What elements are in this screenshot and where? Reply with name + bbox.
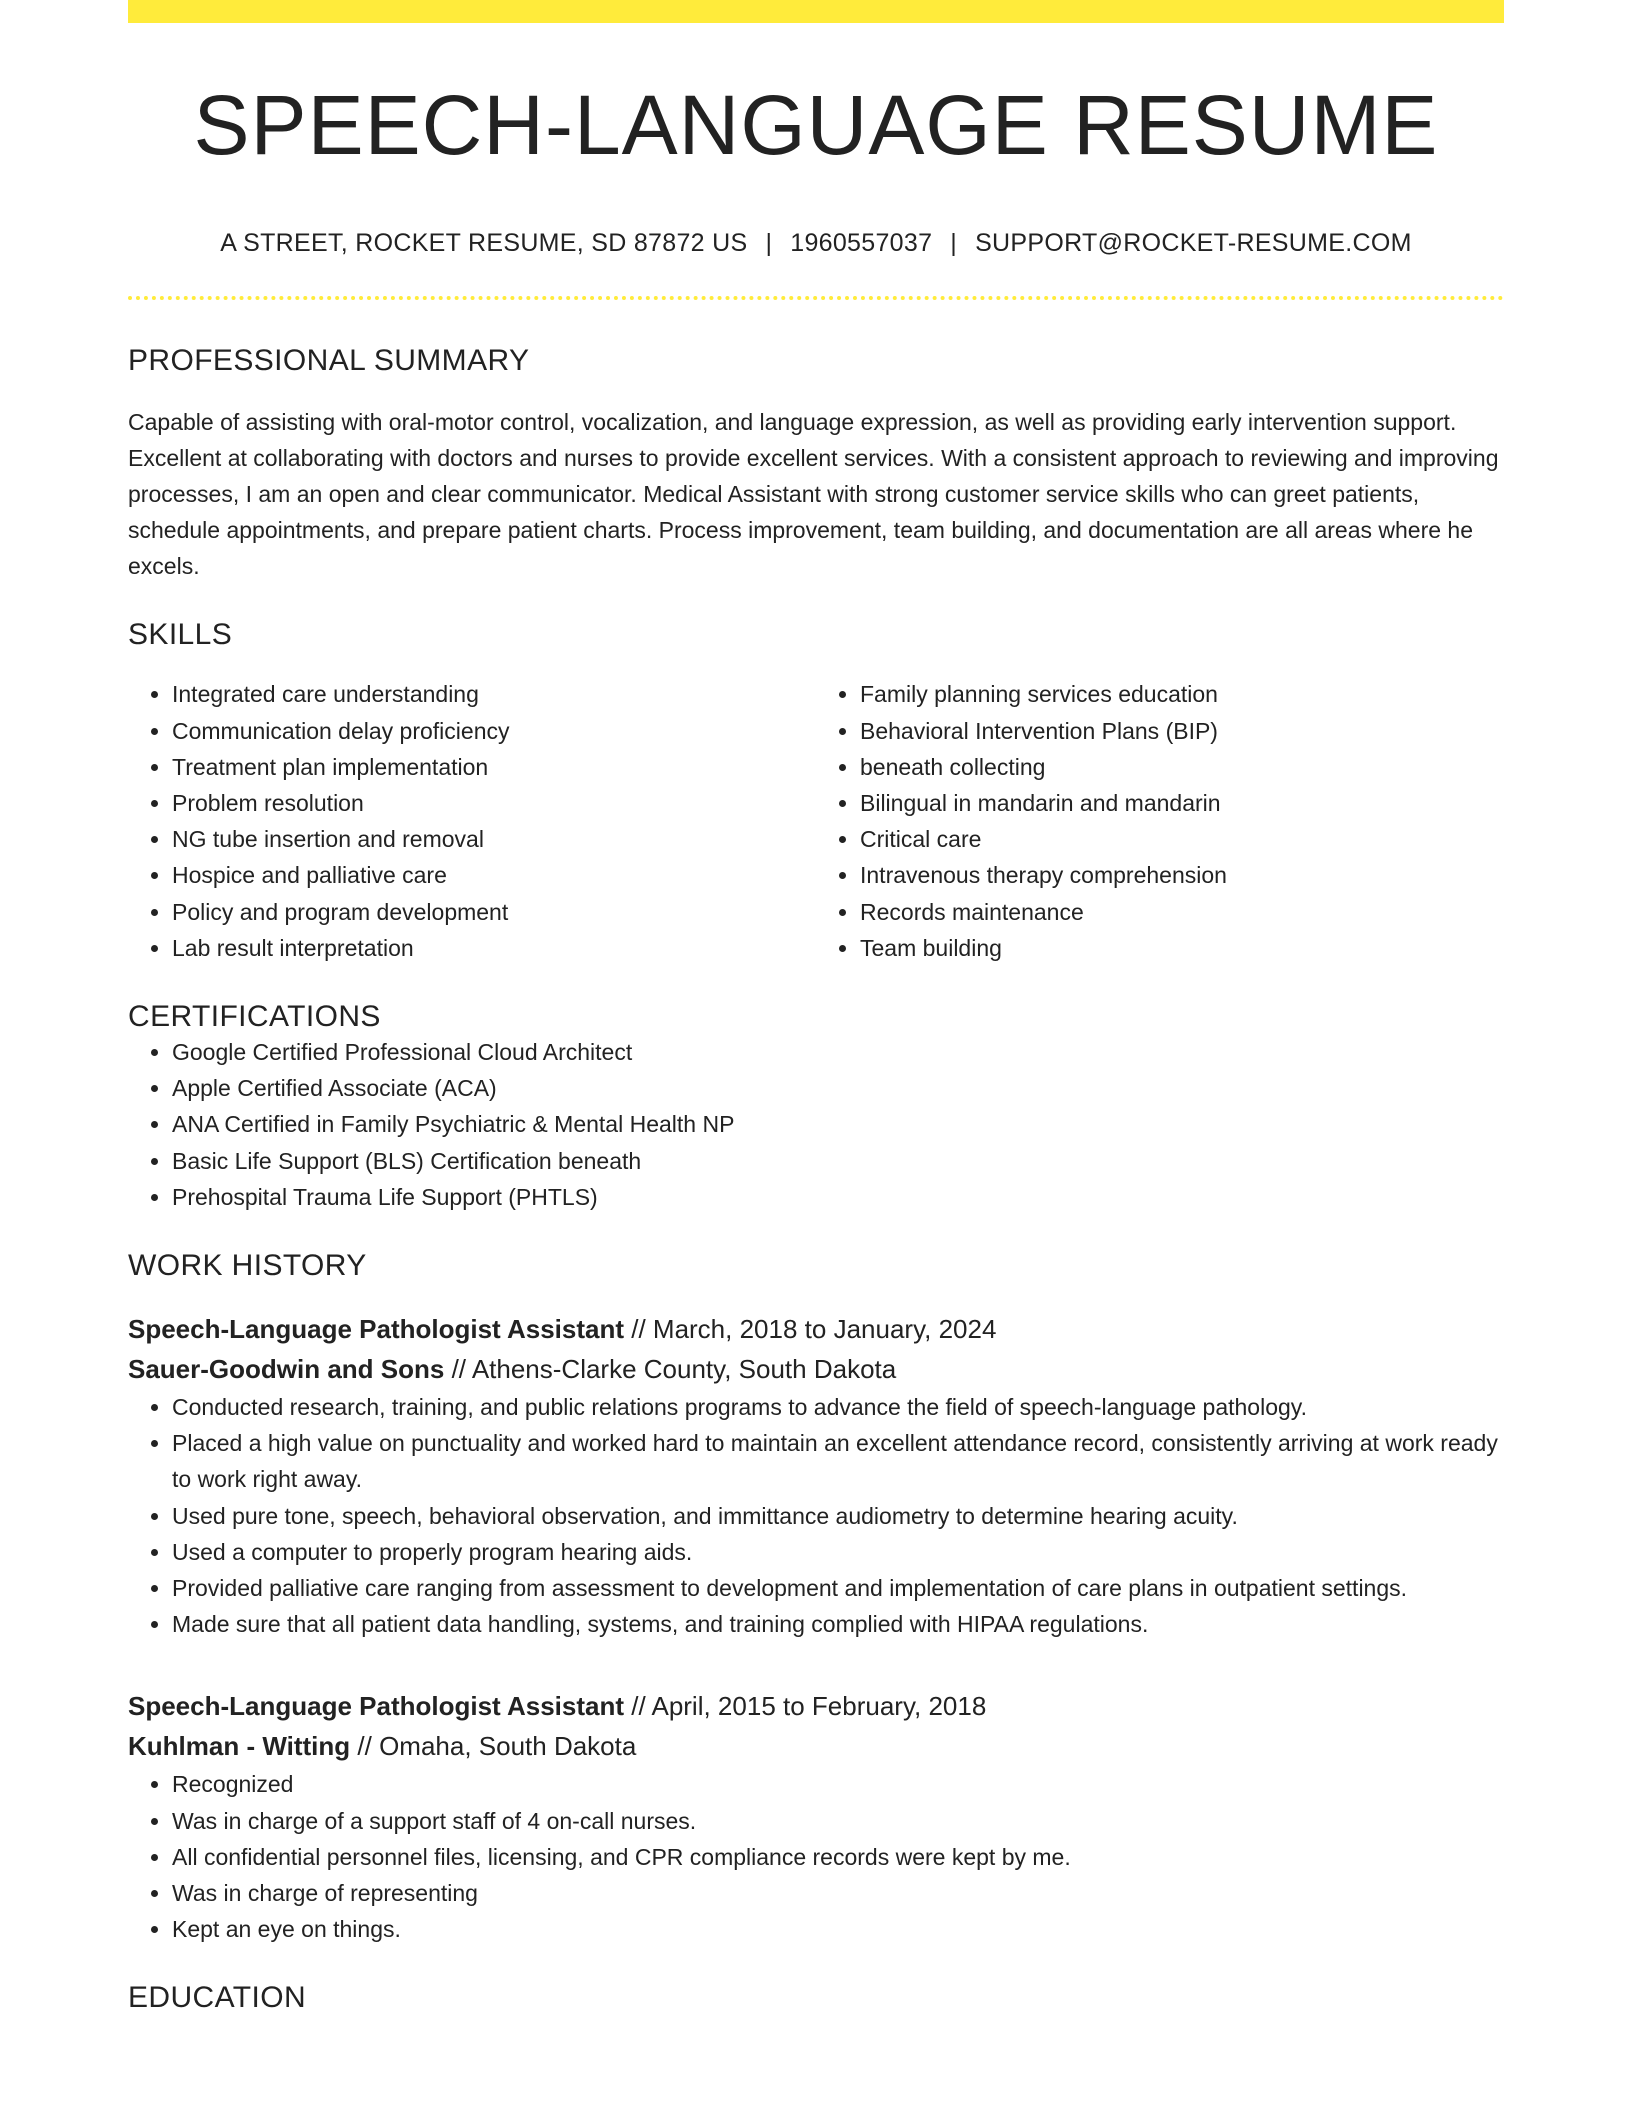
skill-item: • Family planning services education: [860, 676, 1504, 712]
skill-item: • Critical care: [860, 821, 1504, 857]
skill-item: • Integrated care understanding: [172, 676, 816, 712]
job-location: // Athens-Clarke County, South Dakota: [444, 1354, 897, 1385]
skill-item: • Policy and program development: [172, 894, 816, 930]
job-role: Speech-Language Pathologist Assistant: [128, 1314, 625, 1345]
job-duty-item: • Conducted research, training, and public relations programs to advance the field of speech-language pathology.: [172, 1389, 1504, 1425]
contact-line: [128, 229, 1504, 258]
job-duties-list: [128, 1766, 1504, 1947]
certifications-list: [128, 1034, 1504, 1215]
job-duties-list: [128, 1389, 1504, 1642]
skills-columns: [128, 676, 1504, 966]
job-duty-item: • Made sure that all patient data handling, systems, and training complied with HIPAA regulations.: [172, 1606, 1504, 1642]
job-location: // Omaha, South Dakota: [350, 1731, 637, 1762]
skill-item: • Hospice and palliative care: [172, 857, 816, 893]
job-duty-item: • Was in charge of a support staff of 4 on-call nurses.: [172, 1803, 1504, 1839]
contact-phone: 1960557037: [790, 229, 933, 258]
skill-item: • NG tube insertion and removal: [172, 821, 816, 857]
skills-list-left: [128, 676, 816, 966]
job-company: Sauer-Goodwin and Sons: [128, 1354, 445, 1385]
skill-item: • Treatment plan implementation: [172, 749, 816, 785]
job-entry: [128, 1686, 1504, 1947]
job-dates: // April, 2015 to February, 2018: [624, 1691, 987, 1722]
skill-item: • Problem resolution: [172, 785, 816, 821]
job-duty-item: • All confidential personnel files, licensing, and CPR compliance records were kept by me.: [172, 1839, 1504, 1875]
job-company: Kuhlman - Witting: [128, 1731, 351, 1762]
contact-separator: |: [950, 229, 958, 258]
dotted-divider: [128, 296, 1504, 300]
skill-item: • Behavioral Intervention Plans (BIP): [860, 713, 1504, 749]
skill-item: • Communication delay proficiency: [172, 713, 816, 749]
education-heading: EDUCATION: [128, 1981, 307, 2015]
job-duty-item: • Used a computer to properly program hearing aids.: [172, 1534, 1504, 1570]
skills-heading: SKILLS: [128, 618, 233, 652]
certifications-heading: CERTIFICATIONS: [128, 1000, 381, 1034]
skill-item: • Records maintenance: [860, 894, 1504, 930]
job-dates: // March, 2018 to January, 2024: [624, 1314, 997, 1345]
job-duty-item: • Recognized: [172, 1766, 1504, 1802]
job-role-line: [128, 1309, 1504, 1349]
skill-item: • Bilingual in mandarin and mandarin: [860, 785, 1504, 821]
job-duty-item: • Provided palliative care ranging from assessment to development and implementation of care plans in outpatient settings.: [172, 1570, 1504, 1606]
resume-title: SPEECH-LANGUAGE RESUME: [193, 78, 1439, 172]
job-company-line: [128, 1726, 1504, 1766]
work-history-heading: WORK HISTORY: [128, 1249, 367, 1283]
job-duty-item: • Was in charge of representing: [172, 1875, 1504, 1911]
summary-text: Capable of assisting with oral-motor control, vocalization, and language expression, as well as providing early intervention support. Excellent at collaborating with doctors and nurses to provide excellent services. With a consistent approach to reviewing and improving processes, I am an open and clear communicator. Medical Assistant with strong customer service skills who can greet patients, schedule appointments, and prepare patient charts. Process improvement, team building, and documentation are all areas where he excels.: [128, 409, 1499, 580]
skill-item: • Intravenous therapy comprehension: [860, 857, 1504, 893]
accent-top-bar: [128, 0, 1504, 23]
skills-list-right: [816, 676, 1504, 966]
job-role-line: [128, 1686, 1504, 1726]
certification-item: • Basic Life Support (BLS) Certification beneath: [172, 1143, 1504, 1179]
contact-address: A STREET, ROCKET RESUME, SD 87872 US: [220, 229, 748, 258]
job-entry: [128, 1309, 1504, 1642]
certification-item: • Prehospital Trauma Life Support (PHTLS): [172, 1179, 1504, 1215]
skill-item: • Lab result interpretation: [172, 930, 816, 966]
skill-item: • beneath collecting: [860, 749, 1504, 785]
certification-item: • Apple Certified Associate (ACA): [172, 1070, 1504, 1106]
job-duty-item: • Used pure tone, speech, behavioral observation, and immittance audiometry to determine hearing acuity.: [172, 1498, 1504, 1534]
contact-email: SUPPORT@ROCKET-RESUME.COM: [975, 229, 1412, 258]
job-company-line: [128, 1349, 1504, 1389]
contact-separator: |: [765, 229, 773, 258]
certification-item: • ANA Certified in Family Psychiatric & Mental Health NP: [172, 1106, 1504, 1142]
job-role: Speech-Language Pathologist Assistant: [128, 1691, 625, 1722]
skill-item: • Team building: [860, 930, 1504, 966]
job-duty-item: • Kept an eye on things.: [172, 1911, 1504, 1947]
summary-heading: PROFESSIONAL SUMMARY: [128, 344, 530, 378]
resume-content: [128, 23, 1504, 2015]
certification-item: • Google Certified Professional Cloud Architect: [172, 1034, 1504, 1070]
job-duty-item: • Placed a high value on punctuality and worked hard to maintain an excellent attendance record, consistently arriving at work ready to work right away.: [172, 1425, 1504, 1497]
